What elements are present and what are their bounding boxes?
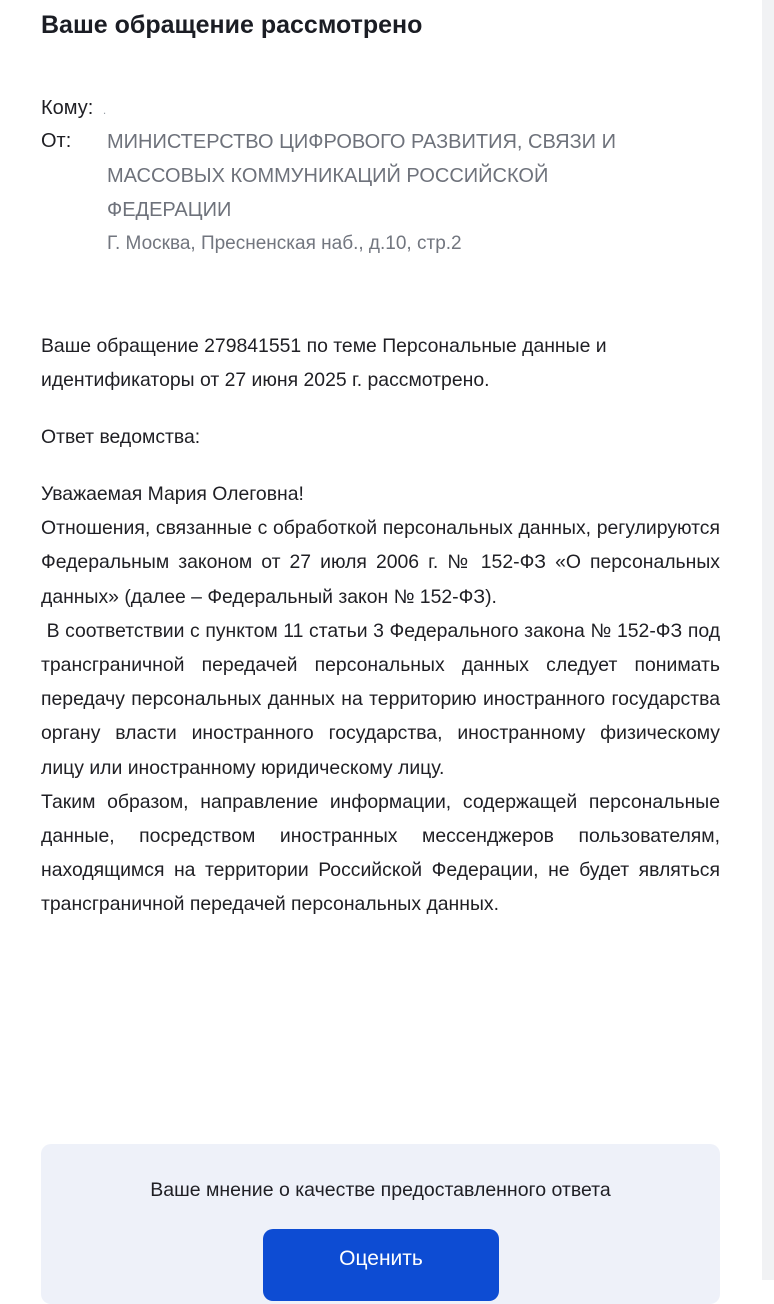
department-answer-label: Ответ ведомства: bbox=[41, 426, 201, 448]
sender-organization-line-1: МИНИСТЕРСТВО ЦИФРОВОГО РАЗВИТИЯ, СВЯЗИ И bbox=[107, 131, 616, 153]
answer-paragraph-2-text: В соответствии с пунктом 11 статьи 3 Федерального закона № 152-ФЗ под трансграничной передачей персональных данных следует понимать передачу персональных данных на территорию иностранного государства органу власти иностранного государства, иностранному физическому лицу или иностранному юридическому лицу. bbox=[41, 619, 721, 779]
sender-organization-line-3: ФЕДЕРАЦИИ bbox=[107, 199, 232, 221]
sender-label: От: bbox=[41, 130, 72, 152]
rate-answer-button-label: Оценить bbox=[339, 1247, 423, 1270]
page-title: Ваше обращение рассмотрено bbox=[41, 11, 423, 39]
answer-paragraph-3: Таким образом, направление информации, содержащей персональные данные, посредством иностранных мессенджеров пользователям, находящимся на территории Российской Федерации, не будет являться трансграничной передачей персональных данных. bbox=[41, 790, 720, 916]
appeal-summary: Ваше обращение 279841551 по теме Персональные данные и идентификаторы от 27 июня 2025 г. рассмотрено. bbox=[41, 335, 607, 392]
rating-caption: Ваше мнение о качестве предоставленного ответа bbox=[150, 1179, 611, 1201]
recipient-value: . bbox=[102, 103, 107, 117]
sender-organization-line-2: МАССОВЫХ КОММУНИКАЦИЙ РОССИЙСКОЙ bbox=[107, 165, 549, 187]
sender-address: Г. Москва, Пресненская наб., д.10, стр.2 bbox=[107, 233, 462, 254]
answer-rating-card bbox=[41, 1144, 720, 1304]
answer-paragraph-2 bbox=[41, 614, 720, 785]
answer-greeting: Уважаемая Мария Олеговна! bbox=[41, 483, 304, 505]
sender-info bbox=[107, 125, 717, 261]
rate-answer-button[interactable] bbox=[263, 1229, 499, 1301]
department-answer bbox=[41, 477, 720, 922]
recipient-label: Кому: bbox=[41, 97, 94, 119]
recipient-row bbox=[41, 94, 106, 124]
scrollbar-track[interactable] bbox=[762, 0, 774, 1280]
answer-paragraph-1: Отношения, связанные с обработкой персональных данных, регулируются Федеральным законом от 27 июля 2006 г. № 152-ФЗ «О персональных данных» (далее – Федеральный закон № 152-ФЗ). bbox=[41, 517, 720, 608]
